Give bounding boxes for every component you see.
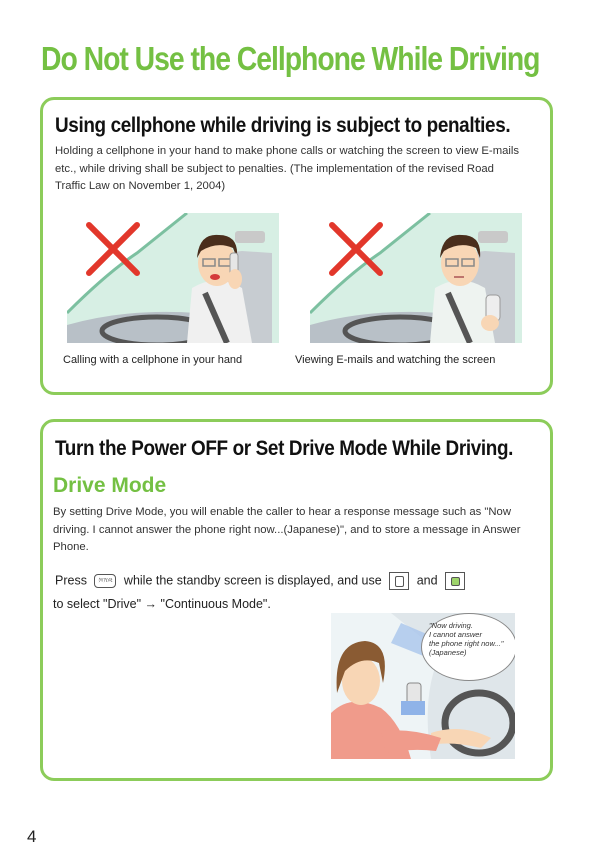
- drive-mode-heading: Turn the Power OFF or Set Drive Mode While Driving.: [55, 437, 514, 460]
- press-after-text: while the standby screen is displayed, and use: [123, 573, 382, 588]
- drive-mode-subheading: Drive Mode: [53, 474, 167, 497]
- calling-illustration: [67, 213, 279, 343]
- bubble-line-3: the phone right now...": [429, 639, 504, 648]
- bubble-line-1: "Now driving.: [429, 621, 473, 630]
- penalties-body: Holding a cellphone in your hand to make phone calls or watching the screen to view E-mails etc., while driving shall be subject to penalties. (The implementation of the revised Road Traffic Law on November 1, 2004): [55, 145, 520, 192]
- bubble-line-4: (Japanese): [429, 648, 467, 657]
- bubble-line-2: I cannot answer: [429, 630, 482, 639]
- drive-mode-body: By setting Drive Mode, you will enable the caller to hear a response message such as "Now driving. I cannot answer the phone right now...(Japanese)", and to store a message in Answer Phone.: [53, 506, 521, 553]
- press-instruction: [55, 572, 469, 590]
- select-instruction: to select "Drive" → "Continuous Mode".: [53, 597, 271, 611]
- calling-caption: Calling with a cellphone in your hand: [63, 354, 243, 366]
- penalties-box: [40, 97, 553, 395]
- drive-mode-illustration: [331, 613, 515, 759]
- page-title: Do Not Use the Cellphone While Driving: [41, 40, 540, 77]
- press-before-text: Press: [55, 573, 87, 588]
- page-number: 4: [27, 827, 37, 846]
- nav-center-key-icon: [445, 572, 465, 590]
- penalties-heading: Using cellphone while driving is subject to penalties.: [55, 114, 511, 137]
- nav-down-key-icon: [389, 572, 409, 590]
- clear-memo-key-icon: ｸﾘｱ/ﾒﾓ: [94, 574, 116, 588]
- viewing-illustration: [310, 213, 522, 343]
- speech-bubble-text: [429, 621, 503, 657]
- press-and-text: and: [416, 573, 438, 588]
- viewing-caption: Viewing E-mails and watching the screen: [295, 354, 496, 366]
